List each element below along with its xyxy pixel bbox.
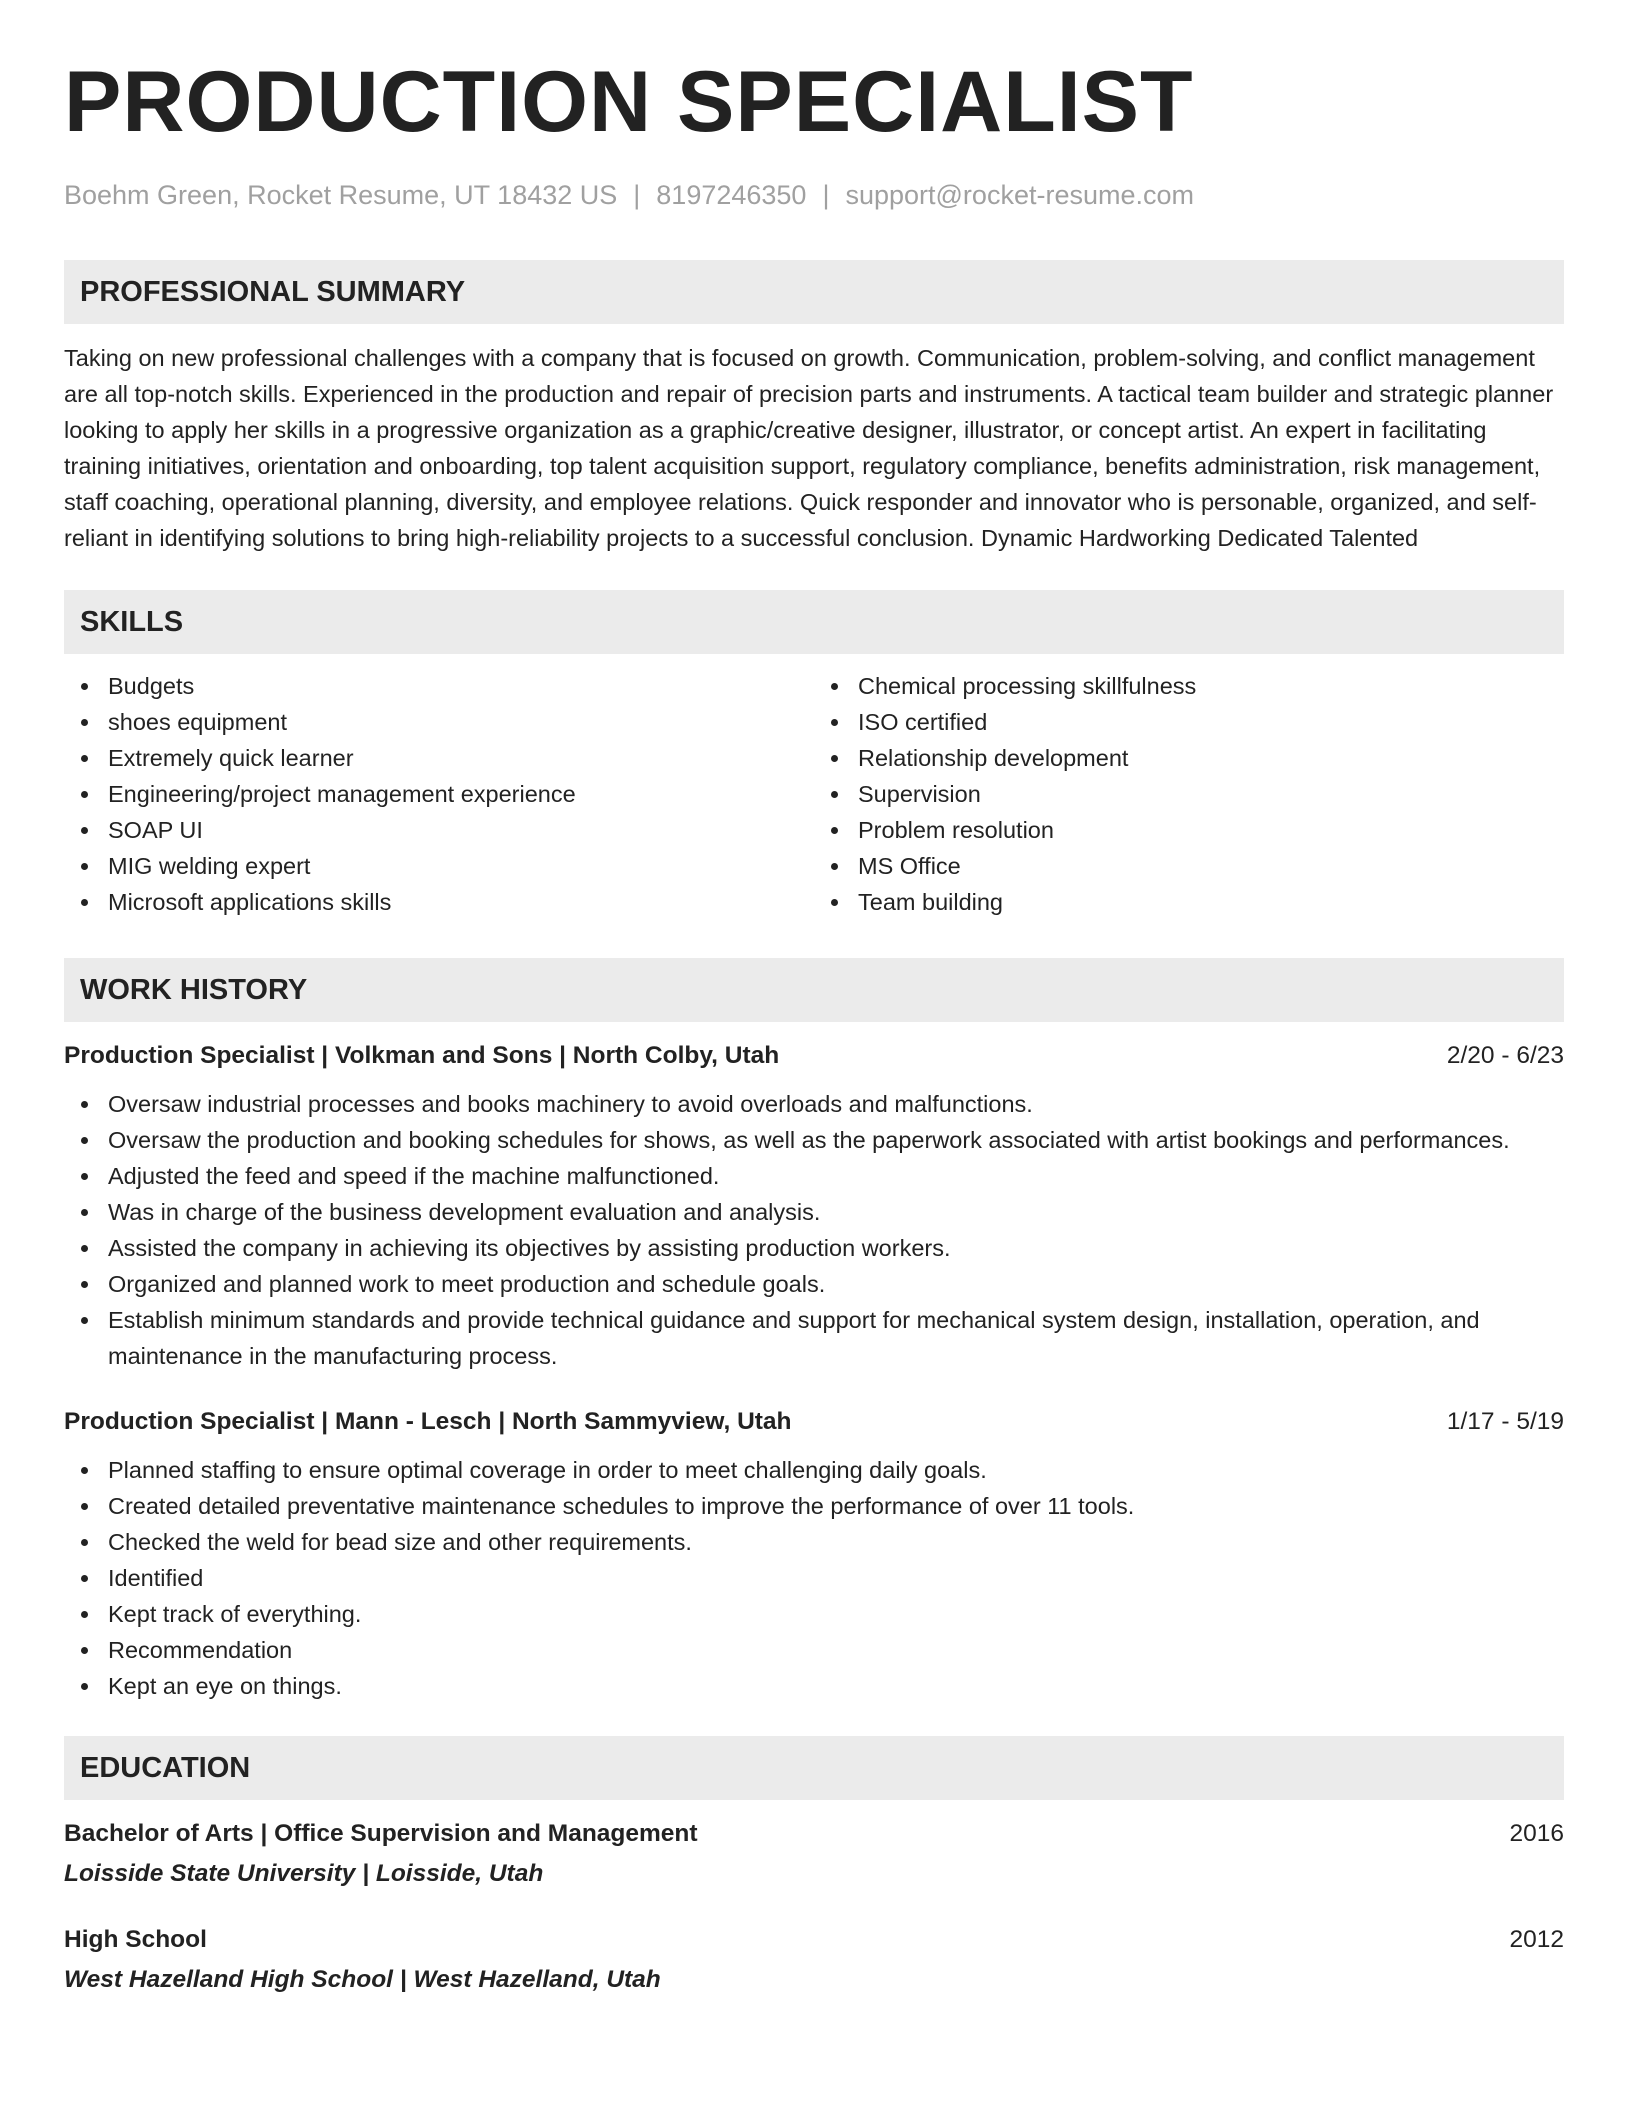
job-bullet: Establish minimum standards and provide technical guidance and support for mechanical system design, installation, operation, and maintenance in the manufacturing process. — [64, 1302, 1564, 1374]
skill-item: ISO certified — [814, 704, 1564, 740]
skills-column-right — [814, 668, 1564, 920]
work-history-section — [64, 958, 1564, 1704]
job-bullet: Oversaw industrial processes and books machinery to avoid overloads and malfunctions. — [64, 1086, 1564, 1122]
job-entry — [64, 1404, 1564, 1704]
job-bullet: Identified — [64, 1560, 1564, 1596]
job-bullet: Kept track of everything. — [64, 1596, 1564, 1632]
education-header — [64, 1922, 1564, 1958]
job-bullet: Was in charge of the business development evaluation and analysis. — [64, 1194, 1564, 1230]
job-bullet: Checked the weld for bead size and other requirements. — [64, 1524, 1564, 1560]
contact-separator: | — [822, 180, 830, 210]
job-bullet: Recommendation — [64, 1632, 1564, 1668]
skill-item: Microsoft applications skills — [64, 884, 814, 920]
contact-email: support@rocket-resume.com — [845, 180, 1194, 210]
summary-section — [64, 260, 1564, 556]
skills-grid — [64, 668, 1564, 920]
contact-phone: 8197246350 — [656, 180, 807, 210]
skill-item: Problem resolution — [814, 812, 1564, 848]
skill-item: Chemical processing skillfulness — [814, 668, 1564, 704]
job-title: Production Specialist | Mann - Lesch | North Sammyview, Utah — [64, 1408, 792, 1435]
job-header — [64, 1038, 1564, 1074]
skill-item: MS Office — [814, 848, 1564, 884]
page-title: PRODUCTION SPECIALIST — [64, 54, 1194, 150]
job-header — [64, 1404, 1564, 1440]
skill-item: MIG welding expert — [64, 848, 814, 884]
section-heading-summary: PROFESSIONAL SUMMARY — [64, 260, 1564, 324]
section-heading-work-history: WORK HISTORY — [64, 958, 1564, 1022]
skill-item: Budgets — [64, 668, 814, 704]
skill-item: Extremely quick learner — [64, 740, 814, 776]
skill-item: shoes equipment — [64, 704, 814, 740]
job-bullet: Created detailed preventative maintenance schedules to improve the performance of over 11 tools. — [64, 1488, 1564, 1524]
contact-line — [64, 178, 1564, 212]
job-bullet-list — [64, 1452, 1564, 1704]
job-bullet: Oversaw the production and booking schedules for shows, as well as the paperwork associated with artist bookings and performances. — [64, 1122, 1564, 1158]
job-bullet: Kept an eye on things. — [64, 1668, 1564, 1704]
job-bullet: Assisted the company in achieving its objectives by assisting production workers. — [64, 1230, 1564, 1266]
job-bullet: Organized and planned work to meet production and schedule goals. — [64, 1266, 1564, 1302]
education-degree: Bachelor of Arts | Office Supervision and Management — [64, 1820, 698, 1847]
skill-item: Relationship development — [814, 740, 1564, 776]
education-header — [64, 1816, 1564, 1852]
contact-address: Boehm Green, Rocket Resume, UT 18432 US — [64, 180, 618, 210]
skill-item: Engineering/project management experience — [64, 776, 814, 812]
education-school: Loisside State University | Loisside, Utah — [64, 1860, 544, 1887]
education-entry — [64, 1922, 1564, 1998]
education-year: 2016 — [1509, 1820, 1564, 1847]
job-dates: 1/17 - 5/19 — [1446, 1408, 1564, 1435]
contact-separator: | — [633, 180, 641, 210]
job-dates: 2/20 - 6/23 — [1446, 1042, 1564, 1069]
skill-item: Supervision — [814, 776, 1564, 812]
job-bullet-list — [64, 1086, 1564, 1374]
education-year: 2012 — [1509, 1926, 1564, 1953]
section-heading-skills: SKILLS — [64, 590, 1564, 654]
education-school: West Hazelland High School | West Hazelland, Utah — [64, 1966, 661, 1993]
section-heading-education: EDUCATION — [64, 1736, 1564, 1800]
skills-section — [64, 590, 1564, 920]
summary-text: Taking on new professional challenges with a company that is focused on growth. Communication, problem-solving, and conflict management are all top-notch skills. Experienced in the production and repair of precision parts and instruments. A tactical team builder and strategic planner looking to apply her skills in a progressive organization as a graphic/creative designer, illustrator, or concept artist. An expert in facilitating training initiatives, orientation and onboarding, top talent acquisition support, regulatory compliance, benefits administration, risk management, staff coaching, operational planning, diversity, and employee relations. Quick responder and innovator who is personable, organized, and self-reliant in identifying solutions to bring high-reliability projects to a successful conclusion. Dynamic Hardworking Dedicated Talented — [64, 345, 1554, 551]
skills-column-left — [64, 668, 814, 920]
education-section — [64, 1736, 1564, 1998]
skill-item: SOAP UI — [64, 812, 814, 848]
job-entry — [64, 1038, 1564, 1374]
job-bullet: Planned staffing to ensure optimal coverage in order to meet challenging daily goals. — [64, 1452, 1564, 1488]
job-bullet: Adjusted the feed and speed if the machine malfunctioned. — [64, 1158, 1564, 1194]
skill-item: Team building — [814, 884, 1564, 920]
education-entry — [64, 1816, 1564, 1892]
education-degree: High School — [64, 1926, 207, 1953]
job-title: Production Specialist | Volkman and Sons | North Colby, Utah — [64, 1042, 780, 1069]
